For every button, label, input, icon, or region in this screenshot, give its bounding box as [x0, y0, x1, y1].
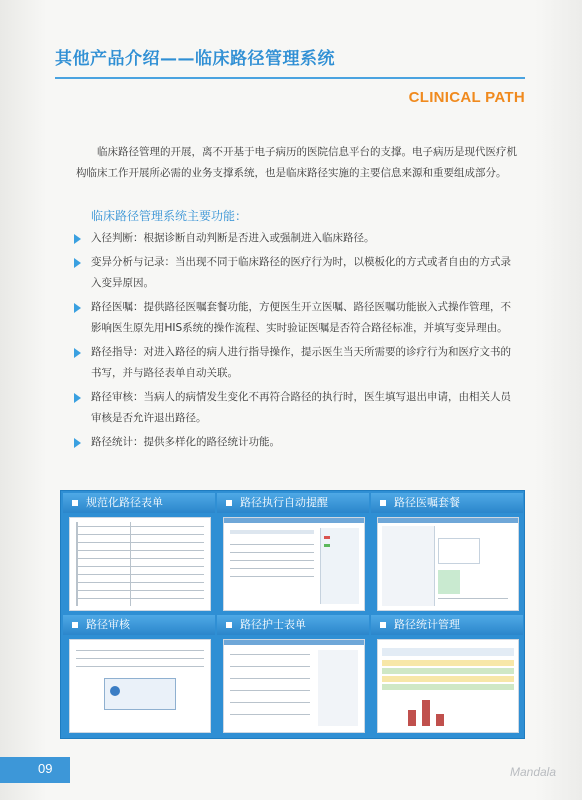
feature-item — [74, 252, 519, 294]
screenshot-card — [371, 615, 523, 737]
page-number: 09 — [38, 761, 53, 776]
square-bullet-icon — [380, 622, 386, 628]
features-list — [74, 228, 519, 456]
feature-text: 路径统计：提供多样化的路径统计功能。 — [91, 436, 280, 448]
screenshot-card-header — [217, 615, 369, 635]
features-heading: 临床路径管理系统主要功能： — [91, 209, 248, 223]
screenshot-label: 路径医嘱套餐 — [394, 496, 460, 509]
screenshot-label: 路径护士表单 — [240, 618, 306, 631]
screenshot-card — [217, 615, 369, 737]
screenshot-label: 路径审核 — [86, 618, 130, 631]
feature-item — [74, 387, 519, 429]
square-bullet-icon — [72, 500, 78, 506]
feature-text: 路径指导：对进入路径的病人进行指导操作，提示医生当天所需要的诊疗行为和医疗文书的书写，并与路径表单自动关联。 — [91, 346, 511, 379]
screenshot-gallery — [60, 490, 525, 739]
screenshot-thumbnail — [377, 517, 519, 611]
screenshot-thumbnail — [69, 517, 211, 611]
screenshot-card — [63, 493, 215, 615]
feature-item — [74, 342, 519, 384]
screenshot-thumbnail — [69, 639, 211, 733]
screenshot-card-header — [63, 493, 215, 513]
brand-logo: Mandala — [509, 765, 556, 779]
feature-text: 路径审核：当病人的病情发生变化不再符合路径的执行时，医生填写退出申请，由相关人员审核是否允许退出路径。 — [91, 391, 511, 424]
square-bullet-icon — [226, 622, 232, 628]
screenshot-card — [371, 493, 523, 615]
intro-paragraph: 临床路径管理的开展，离不开基于电子病历的医院信息平台的支撑。电子病历是现代医疗机构临床工作开展所必需的业务支撑系统，也是临床路径实施的主要信息来源和重要组成部分。 — [76, 146, 517, 179]
square-bullet-icon — [226, 500, 232, 506]
feature-text: 入径判断：根据诊断自动判断是否进入或强制进入临床路径。 — [91, 232, 375, 244]
screenshot-label: 路径执行自动提醒 — [240, 496, 328, 509]
triangle-bullet-icon — [74, 234, 81, 244]
screenshot-card-header — [371, 493, 523, 513]
screenshot-label: 规范化路径表单 — [86, 496, 163, 509]
screenshot-card-header — [63, 615, 215, 635]
square-bullet-icon — [380, 500, 386, 506]
triangle-bullet-icon — [74, 303, 81, 313]
square-bullet-icon — [72, 622, 78, 628]
triangle-bullet-icon — [74, 348, 81, 358]
triangle-bullet-icon — [74, 258, 81, 268]
screenshot-label: 路径统计管理 — [394, 618, 460, 631]
feature-item — [74, 228, 519, 249]
page-number-tab — [0, 757, 70, 783]
section-subtitle: CLINICAL PATH — [408, 89, 525, 106]
triangle-bullet-icon — [74, 438, 81, 448]
feature-text: 路径医嘱：提供路径医嘱套餐功能，方便医生开立医嘱、路径医嘱功能嵌入式操作管理，不影响医生原先用HIS系统的操作流程、实时验证医嘱是否符合路径标准，并填写变异理由。 — [91, 301, 511, 334]
feature-text: 变异分析与记录：当出现不同于临床路径的医疗行为时，以模板化的方式或者自由的方式录入变异原因。 — [91, 256, 511, 289]
triangle-bullet-icon — [74, 393, 81, 403]
screenshot-card-header — [217, 493, 369, 513]
screenshot-card — [217, 493, 369, 615]
title-divider — [55, 77, 525, 79]
screenshot-card — [63, 615, 215, 737]
page-title: 其他产品介绍——临床路径管理系统 — [55, 49, 335, 69]
screenshot-card-header — [371, 615, 523, 635]
feature-item — [74, 297, 519, 339]
screenshot-thumbnail — [223, 639, 365, 733]
screenshot-thumbnail — [223, 517, 365, 611]
screenshot-thumbnail — [377, 639, 519, 733]
feature-item — [74, 432, 519, 453]
